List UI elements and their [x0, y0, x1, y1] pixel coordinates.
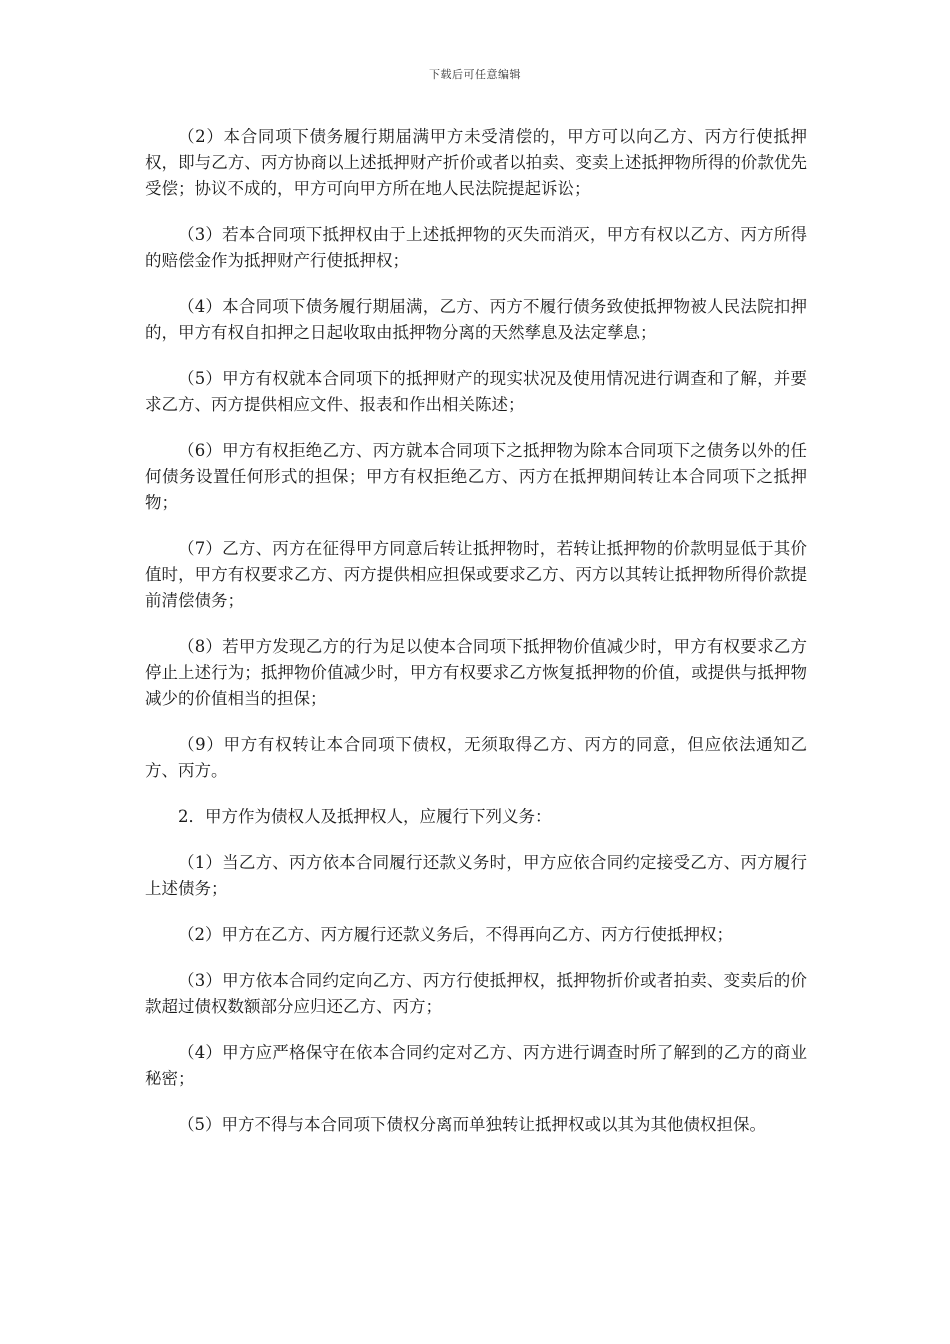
- paragraph: （6）甲方有权拒绝乙方、丙方就本合同项下之抵押物为除本合同项下之债务以外的任何债务设置任何形式的担保；甲方有权拒绝乙方、丙方在抵押期间转让本合同项下之抵押物；: [145, 441, 807, 512]
- paragraph: （5）甲方不得与本合同项下债权分离而单独转让抵押权或以其为其他债权担保。: [178, 1115, 766, 1134]
- paragraph: （8）若甲方发现乙方的行为足以使本合同项下抵押物价值减少时，甲方有权要求乙方停止上述行为；抵押物价值减少时，甲方有权要求乙方恢复抵押物的价值，或提供与抵押物减少的价值相当的担保；: [145, 637, 807, 708]
- paragraph: （1）当乙方、丙方依本合同履行还款义务时，甲方应依合同约定接受乙方、丙方履行上述债务；: [145, 853, 807, 898]
- paragraph: （5）甲方有权就本合同项下的抵押财产的现实状况及使用情况进行调查和了解，并要求乙方、丙方提供相应文件、报表和作出相关陈述；: [145, 369, 807, 414]
- section-heading: 2．甲方作为债权人及抵押权人，应履行下列义务：: [178, 807, 552, 826]
- paragraph: （4）甲方应严格保守在依本合同约定对乙方、丙方进行调查时所了解到的乙方的商业秘密；: [145, 1043, 807, 1088]
- paragraph: （4）本合同项下债务履行期届满，乙方、丙方不履行债务致使抵押物被人民法院扣押的，甲方有权自扣押之日起收取由抵押物分离的天然孳息及法定孳息；: [145, 297, 807, 342]
- paragraph: （3）甲方依本合同约定向乙方、丙方行使抵押权，抵押物折价或者拍卖、变卖后的价款超过债权数额部分应归还乙方、丙方；: [145, 971, 807, 1016]
- paragraph: （7）乙方、丙方在征得甲方同意后转让抵押物时，若转让抵押物的价款明显低于其价值时，甲方有权要求乙方、丙方提供相应担保或要求乙方、丙方以其转让抵押物所得价款提前清偿债务；: [145, 539, 807, 610]
- document-body: [145, 124, 807, 1158]
- paragraph: （9）甲方有权转让本合同项下债权，无须取得乙方、丙方的同意，但应依法通知乙方、丙方。: [145, 735, 807, 780]
- header-note: 下载后可任意编辑: [429, 68, 521, 81]
- paragraph: （3）若本合同项下抵押权由于上述抵押物的灭失而消灭，甲方有权以乙方、丙方所得的赔偿金作为抵押财产行使抵押权；: [145, 225, 807, 270]
- paragraph: （2）本合同项下债务履行期届满甲方未受清偿的，甲方可以向乙方、丙方行使抵押权，即与乙方、丙方协商以上述抵押财产折价或者以拍卖、变卖上述抵押物所得的价款优先受偿；协议不成的，甲方可向甲方所在地人民法院提起诉讼；: [145, 127, 807, 198]
- paragraph: （2）甲方在乙方、丙方履行还款义务后，不得再向乙方、丙方行使抵押权；: [178, 925, 733, 944]
